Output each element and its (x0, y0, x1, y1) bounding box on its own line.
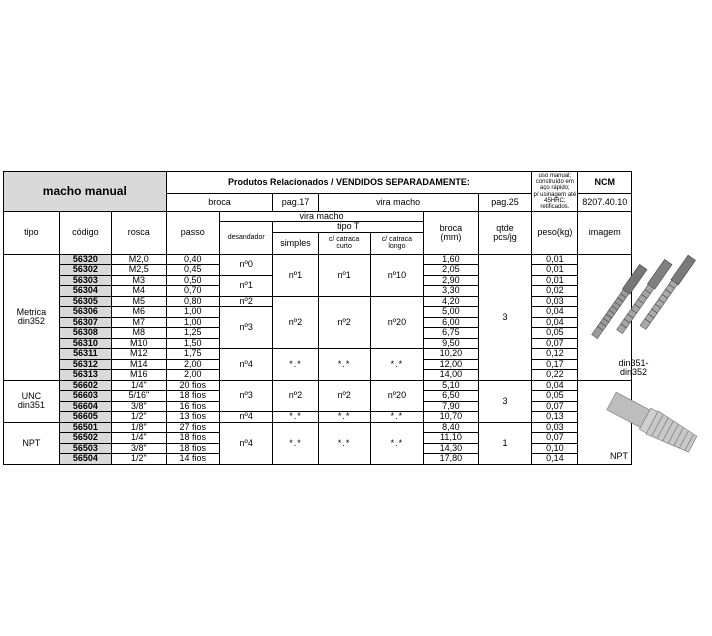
curto-cell: nº2 (318, 296, 370, 349)
catraca-longo-header: c/ catraca longo (370, 232, 423, 254)
table-row-code: 56306 (59, 307, 111, 318)
rosca-cell: M12 (112, 349, 167, 360)
desandador-header: desandador (220, 222, 273, 254)
passo-cell: 0,40 (166, 254, 219, 265)
curto-cell: nº2 (318, 380, 370, 412)
peso-cell: 0,12 (532, 349, 578, 360)
peso-cell: 0,05 (532, 328, 578, 339)
rosca-cell: M14 (112, 359, 167, 370)
table-row-code: 56503 (59, 443, 111, 454)
table-row-code: 56305 (59, 296, 111, 307)
rosca-cell: 1/2" (112, 412, 167, 423)
passo-cell: 2,00 (166, 359, 219, 370)
rosca-cell: 1/2" (112, 454, 167, 465)
table-row-code: 56604 (59, 401, 111, 412)
peso-header: peso(kg) (532, 212, 578, 255)
rosca-cell: M2,0 (112, 254, 167, 265)
rosca-cell: M6 (112, 307, 167, 318)
table-row-code: 56312 (59, 359, 111, 370)
table-row-code: 56602 (59, 380, 111, 391)
usage-note: uso manual; construído em aço rápido; p/ usinagem até 45HRC; retificados. (533, 172, 577, 211)
broca-cell: 2,90 (424, 275, 479, 286)
passo-cell: 27 fios (166, 422, 219, 433)
ncm-label: NCM (578, 172, 632, 194)
tipo-npt: NPT (4, 422, 60, 464)
passo-cell: 1,25 (166, 328, 219, 339)
broca-cell: 6,75 (424, 328, 479, 339)
rosca-cell: M4 (112, 286, 167, 297)
longo-cell: nº10 (370, 254, 423, 296)
simples-cell: nº2 (273, 296, 318, 349)
peso-cell: 0,04 (532, 380, 578, 391)
broca-cell: 6,50 (424, 391, 479, 402)
pag25-header: pag.25 (478, 194, 531, 212)
table-row-code: 56605 (59, 412, 111, 423)
passo-cell: 16 fios (166, 401, 219, 412)
broca-cell: 7,90 (424, 401, 479, 412)
longo-cell: nº20 (370, 296, 423, 349)
desandador-cell: nº2 (220, 296, 273, 307)
table-row-code: 56310 (59, 338, 111, 349)
curto-cell: *.* (318, 412, 370, 423)
peso-cell: 0,10 (532, 443, 578, 454)
broca-cell: 4,20 (424, 296, 479, 307)
qtde-metrica: 3 (478, 254, 531, 380)
longo-cell: *.* (370, 349, 423, 381)
longo-cell: *.* (370, 422, 423, 464)
related-products-heading: Produtos Relacionados / VENDIDOS SEPARADAMENTE: (166, 172, 532, 194)
peso-cell: 0,01 (532, 275, 578, 286)
rosca-cell: 1/8" (112, 422, 167, 433)
image-caption: NPT (610, 451, 628, 462)
rosca-cell: M5 (112, 296, 167, 307)
table-row-code: 56308 (59, 328, 111, 339)
peso-cell: 0,03 (532, 296, 578, 307)
peso-cell: 0,04 (532, 317, 578, 328)
simples-header: simples (273, 232, 318, 254)
rosca-cell: M3 (112, 275, 167, 286)
broca-cell: 3,30 (424, 286, 479, 297)
rosca-cell: M7 (112, 317, 167, 328)
peso-cell: 0,02 (532, 286, 578, 297)
curto-cell: *.* (318, 422, 370, 464)
table-row-code: 56302 (59, 265, 111, 276)
catraca-curto-header: c/ catraca curto (318, 232, 370, 254)
passo-cell: 1,00 (166, 317, 219, 328)
desandador-cell: nº3 (220, 380, 273, 412)
simples-cell: *.* (273, 412, 318, 423)
table-row-code: 56502 (59, 433, 111, 444)
peso-cell: 0,22 (532, 370, 578, 381)
broca-cell: 11,10 (424, 433, 479, 444)
rosca-cell: M16 (112, 370, 167, 381)
broca-cell: 14,30 (424, 443, 479, 454)
tipo-unc: UNC din351 (4, 380, 60, 422)
passo-cell: 0,70 (166, 286, 219, 297)
passo-cell: 18 fios (166, 443, 219, 454)
peso-cell: 0,14 (532, 454, 578, 465)
rosca-cell: M8 (112, 328, 167, 339)
tipo-metrica: Metrica din352 (4, 254, 60, 380)
broca-cell: 6,00 (424, 317, 479, 328)
broca-header: broca (166, 194, 273, 212)
simples-cell: nº1 (273, 254, 318, 296)
broca-cell: 5,00 (424, 307, 479, 318)
codigo-header: código (59, 212, 111, 255)
passo-cell: 1,00 (166, 307, 219, 318)
peso-cell: 0,01 (532, 265, 578, 276)
table-row-code: 56311 (59, 349, 111, 360)
curto-cell: nº1 (318, 254, 370, 296)
desandador-cell: nº4 (220, 422, 273, 464)
desandador-cell: nº0 (220, 254, 273, 275)
passo-cell: 20 fios (166, 380, 219, 391)
ncm-value: 8207.40.10 (578, 194, 632, 212)
longo-cell: *.* (370, 412, 423, 423)
table-row-code: 56313 (59, 370, 111, 381)
passo-cell: 0,50 (166, 275, 219, 286)
table-row-code: 56504 (59, 454, 111, 465)
qtde-header: qtde pcs/jg (478, 212, 531, 255)
vira-macho-subheader: vira macho (220, 212, 424, 222)
passo-cell: 1,75 (166, 349, 219, 360)
pag17-header: pag.17 (273, 194, 318, 212)
table-row-code: 56603 (59, 391, 111, 402)
peso-cell: 0,05 (532, 391, 578, 402)
peso-cell: 0,04 (532, 307, 578, 318)
peso-cell: 0,07 (532, 401, 578, 412)
broca-cell: 2,05 (424, 265, 479, 276)
tipo-header: tipo (4, 212, 60, 255)
simples-cell: *.* (273, 349, 318, 381)
passo-cell: 2,00 (166, 370, 219, 381)
product-spec-table (3, 171, 649, 465)
broca-cell: 10,70 (424, 412, 479, 423)
rosca-cell: 5/16" (112, 391, 167, 402)
broca-cell: 14,00 (424, 370, 479, 381)
passo-header: passo (166, 212, 219, 255)
passo-cell: 1,50 (166, 338, 219, 349)
rosca-cell: 3/8" (112, 401, 167, 412)
broca-mm-header: broca (mm) (424, 212, 479, 255)
peso-cell: 0,17 (532, 359, 578, 370)
broca-cell: 1,60 (424, 254, 479, 265)
simples-cell: nº2 (273, 380, 318, 412)
broca-cell: 17,80 (424, 454, 479, 465)
rosca-cell: M10 (112, 338, 167, 349)
desandador-cell: nº1 (220, 275, 273, 296)
qtde-npt: 1 (478, 422, 531, 464)
peso-cell: 0,03 (532, 422, 578, 433)
passo-cell: 14 fios (166, 454, 219, 465)
broca-cell: 12,00 (424, 359, 479, 370)
rosca-cell: 1/4" (112, 433, 167, 444)
broca-cell: 9,50 (424, 338, 479, 349)
desandador-cell: nº4 (220, 412, 273, 423)
broca-cell: 5,10 (424, 380, 479, 391)
passo-cell: 13 fios (166, 412, 219, 423)
peso-cell: 0,07 (532, 338, 578, 349)
longo-cell: nº20 (370, 380, 423, 412)
peso-cell: 0,13 (532, 412, 578, 423)
desandador-cell: nº4 (220, 349, 273, 381)
peso-cell: 0,01 (532, 254, 578, 265)
broca-cell: 10,20 (424, 349, 479, 360)
table-row-code: 56304 (59, 286, 111, 297)
peso-cell: 0,07 (532, 433, 578, 444)
table-row-code: 56501 (59, 422, 111, 433)
broca-cell: 8,40 (424, 422, 479, 433)
imagem-header: imagem (578, 212, 632, 255)
passo-cell: 18 fios (166, 391, 219, 402)
metric-taps-image-cell (578, 254, 649, 380)
passo-cell: 18 fios (166, 433, 219, 444)
rosca-cell: 3/8" (112, 443, 167, 454)
vira-macho-header: vira macho (318, 194, 478, 212)
passo-cell: 0,45 (166, 265, 219, 276)
tipo-t-header: tipo T (273, 222, 424, 232)
curto-cell: *.* (318, 349, 370, 381)
table-row-code: 56303 (59, 275, 111, 286)
npt-tap-image-cell (578, 380, 632, 464)
table-title: macho manual (4, 172, 167, 212)
table-row-code: 56307 (59, 317, 111, 328)
simples-cell: *.* (273, 422, 318, 464)
image-caption: din351-din352 (618, 358, 649, 378)
qtde-unc: 3 (478, 380, 531, 422)
rosca-header: rosca (112, 212, 167, 255)
rosca-cell: M2,5 (112, 265, 167, 276)
rosca-cell: 1/4" (112, 380, 167, 391)
passo-cell: 0,80 (166, 296, 219, 307)
taps-set-image (582, 257, 712, 362)
desandador-cell: nº3 (220, 307, 273, 349)
table-row-code: 56320 (59, 254, 111, 265)
